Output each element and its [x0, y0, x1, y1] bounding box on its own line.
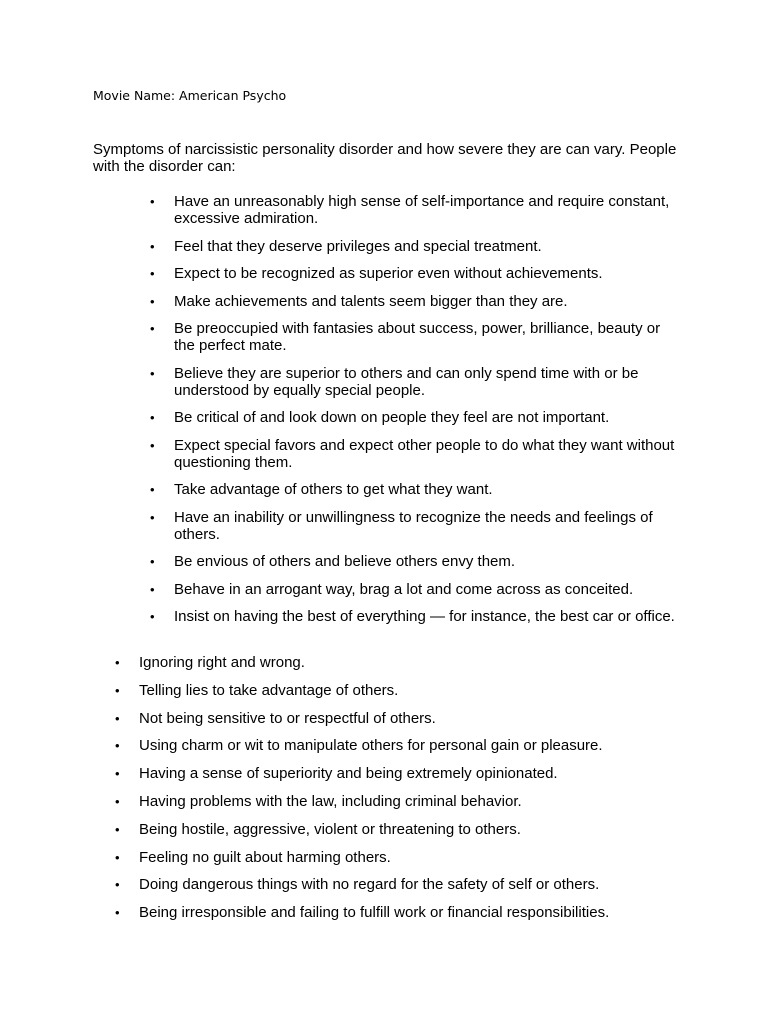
- list-item: [115, 821, 695, 838]
- list-item-text: Have an unreasonably high sense of self-importance and require constant, excessive admiration.: [174, 193, 670, 227]
- list-item: [115, 765, 695, 782]
- bullet-icon: •: [150, 238, 155, 254]
- list-item-text: Behave in an arrogant way, brag a lot and come across as conceited.: [174, 580, 634, 598]
- bullet-icon: •: [115, 849, 120, 865]
- list-item: [150, 553, 680, 570]
- list-item: [150, 193, 680, 227]
- list-item: [150, 409, 680, 426]
- list-item: [150, 509, 680, 543]
- list-item: [115, 710, 695, 727]
- list-item: [115, 682, 695, 699]
- list-item: [115, 849, 695, 866]
- list-item: [115, 904, 695, 921]
- bullet-icon: •: [115, 877, 120, 893]
- antisocial-symptoms-list: [115, 654, 695, 932]
- list-item: [115, 793, 695, 810]
- list-item: [115, 876, 695, 893]
- list-item-text: Using charm or wit to manipulate others for personal gain or pleasure.: [139, 737, 603, 755]
- list-item-text: Being irresponsible and failing to fulfill work or financial responsibilities.: [139, 904, 610, 922]
- list-item-text: Take advantage of others to get what they want.: [174, 481, 493, 498]
- bullet-icon: •: [150, 509, 155, 525]
- list-item-text: Telling lies to take advantage of others.: [139, 681, 399, 699]
- bullet-icon: •: [150, 554, 155, 569]
- list-item-text: Ignoring right and wrong.: [139, 654, 305, 671]
- list-item: [150, 320, 680, 354]
- list-item-text: Have an inability or unwillingness to recognize the needs and feelings of others.: [174, 508, 653, 543]
- intro-paragraph: Symptoms of narcissistic personality disorder and how severe they are can vary. People with the disorder can:: [93, 141, 677, 175]
- bullet-icon: •: [150, 293, 155, 309]
- list-item-text: Having a sense of superiority and being extremely opinionated.: [139, 765, 558, 783]
- list-item: [150, 608, 680, 625]
- list-item-text: Be critical of and look down on people they feel are not important.: [174, 409, 610, 426]
- bullet-icon: •: [150, 266, 155, 281]
- bullet-icon: •: [150, 321, 155, 336]
- list-item-text: Expect special favors and expect other people to do what they want without questioning them.: [174, 436, 675, 471]
- bullet-icon: •: [150, 482, 155, 497]
- list-item-text: Not being sensitive to or respectful of others.: [139, 709, 436, 727]
- list-item: [150, 265, 680, 282]
- list-item: [150, 437, 680, 471]
- list-item-text: Expect to be recognized as superior even without achievements.: [174, 265, 603, 282]
- bullet-icon: •: [115, 682, 120, 698]
- list-item-text: Feel that they deserve privileges and special treatment.: [174, 237, 542, 255]
- list-item: [150, 481, 680, 498]
- bullet-icon: •: [115, 710, 120, 726]
- bullet-icon: •: [150, 609, 155, 624]
- narcissism-symptoms-list: [150, 193, 680, 636]
- list-item-text: Feeling no guilt about harming others.: [139, 848, 391, 866]
- bullet-icon: •: [115, 821, 120, 837]
- list-item-text: Insist on having the best of everything — for instance, the best car or office.: [174, 608, 675, 625]
- list-item: [115, 737, 695, 754]
- bullet-icon: •: [150, 437, 155, 453]
- list-item: [150, 293, 680, 310]
- list-item-text: Being hostile, aggressive, violent or threatening to others.: [139, 820, 521, 838]
- list-item-text: Be envious of others and believe others envy them.: [174, 553, 516, 570]
- list-item-text: Believe they are superior to others and can only spend time with or be understood by equally special people.: [174, 364, 639, 399]
- list-item-text: Having problems with the law, including criminal behavior.: [139, 792, 522, 810]
- list-item-text: Make achievements and talents seem bigger than they are.: [174, 292, 568, 310]
- list-item: [115, 654, 695, 671]
- bullet-icon: •: [115, 766, 120, 782]
- bullet-icon: •: [150, 194, 155, 209]
- list-item: [150, 365, 680, 399]
- bullet-icon: •: [150, 365, 155, 381]
- bullet-icon: •: [150, 581, 155, 597]
- bullet-icon: •: [150, 410, 155, 425]
- movie-name-line: Movie Name: American Psycho: [93, 88, 287, 103]
- list-item-text: Doing dangerous things with no regard for the safety of self or others.: [139, 876, 600, 894]
- bullet-icon: •: [115, 738, 120, 754]
- bullet-icon: •: [115, 905, 120, 921]
- list-item: [150, 581, 680, 598]
- list-item: [150, 238, 680, 255]
- bullet-icon: •: [115, 655, 120, 670]
- bullet-icon: •: [115, 793, 120, 809]
- list-item-text: Be preoccupied with fantasies about success, power, brilliance, beauty or the perfect mate.: [174, 320, 661, 354]
